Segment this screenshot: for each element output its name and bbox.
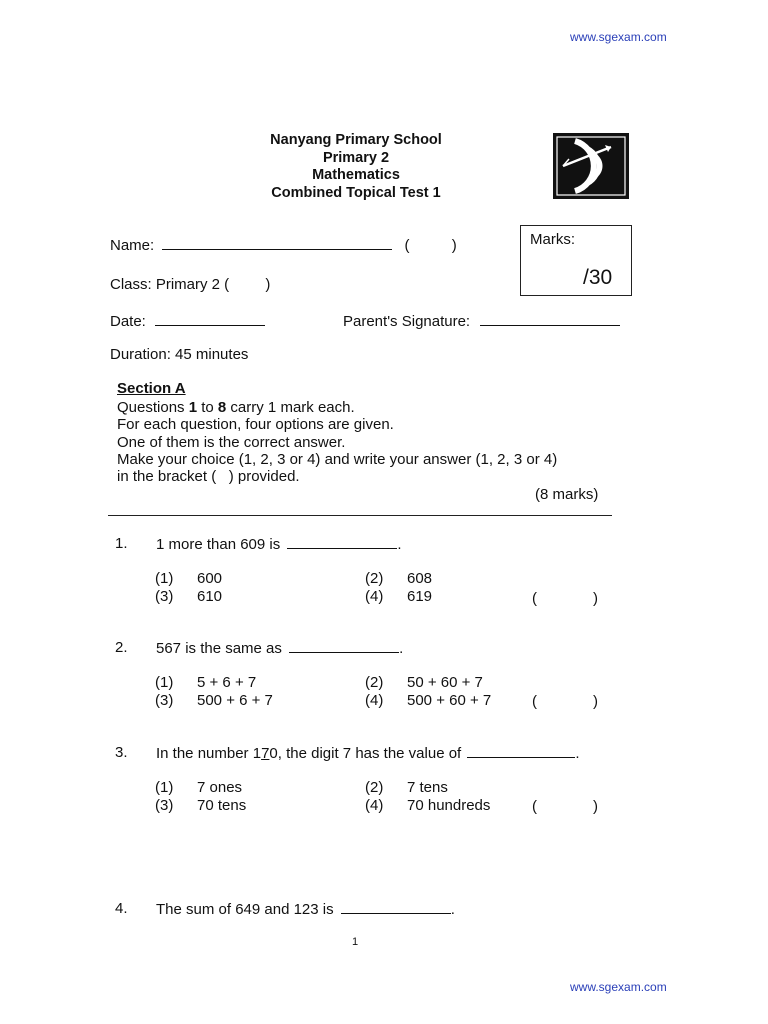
class-row [110, 276, 270, 294]
question-3-text: In the number 170, the digit 7 has the value of . [156, 745, 580, 762]
question-3-number: 3. [115, 744, 128, 761]
class-label: Class: Primary 2 ( [110, 276, 230, 293]
q1-option-3[interactable]: (3) 610 [155, 588, 223, 605]
subject-title: Mathematics [312, 167, 400, 183]
marks-label: Marks: [530, 231, 575, 248]
q1-option-1[interactable]: (1) 600 [155, 570, 223, 587]
q2-option-3[interactable]: (3) 500 + 6 + 7 [155, 692, 273, 709]
question-1-blank [287, 535, 397, 549]
q2-option-2[interactable]: (2) 50 + 60 + 7 [365, 674, 483, 691]
underlined-digit: 7 [261, 745, 270, 762]
q3-option-2[interactable]: (2) 7 tens [365, 779, 448, 796]
question-3-blank [467, 744, 575, 758]
signature-row [343, 312, 620, 331]
question-4-number: 4. [115, 900, 128, 917]
level-title: Primary 2 [322, 149, 390, 166]
date-blank[interactable] [155, 312, 265, 326]
instruction-line-2: For each question, four options are given. [117, 416, 394, 433]
index-paren-open: ( [404, 237, 410, 254]
question-2-text: 567 is the same as . [156, 640, 404, 657]
signature-blank[interactable] [480, 312, 620, 326]
question-4-blank [341, 900, 451, 914]
school-name: Nanyang Primary School [270, 132, 442, 148]
q2-option-1[interactable]: (1) 5 + 6 + 7 [155, 674, 257, 691]
class-paren-close: ) [265, 276, 271, 293]
q1-option-4[interactable]: (4) 619 [365, 588, 433, 605]
q3-option-4[interactable]: (4) 70 hundreds [365, 797, 491, 814]
q1-option-2[interactable]: (2) 608 [365, 570, 433, 587]
question-2-number: 2. [115, 639, 128, 656]
q3-option-3[interactable]: (3) 70 tens [155, 797, 247, 814]
school-logo [553, 133, 629, 199]
question-2-blank [289, 639, 399, 653]
marks-box [520, 225, 632, 296]
instruction-line-5: in the bracket ( ) provided. [117, 468, 300, 485]
q2-answer-bracket[interactable]: ( ) [532, 693, 598, 710]
section-heading: Section A [117, 380, 186, 397]
q1-answer-bracket[interactable]: ( ) [532, 590, 598, 607]
date-row [110, 312, 265, 331]
header-url: www.sgexam.com [570, 30, 667, 44]
question-1-number: 1. [115, 535, 128, 552]
instruction-line-4: Make your choice (1, 2, 3 or 4) and write your answer (1, 2, 3 or 4) [117, 451, 558, 468]
page-number: 1 [352, 936, 359, 948]
index-paren-close: ) [451, 237, 457, 254]
date-label: Date: [110, 313, 146, 330]
name-label: Name: [110, 237, 155, 254]
footer-url: www.sgexam.com [570, 980, 667, 994]
signature-label: Parent's Signature: [343, 313, 471, 330]
instruction-line-1: Questions 1 to 8 carry 1 mark each. [117, 399, 355, 416]
q2-option-4[interactable]: (4) 500 + 60 + 7 [365, 692, 492, 709]
q3-option-1[interactable]: (1) 7 ones [155, 779, 243, 796]
name-blank[interactable] [162, 236, 392, 250]
test-title: Combined Topical Test 1 [271, 184, 441, 201]
question-4-text: The sum of 649 and 123 is . [156, 901, 455, 918]
section-divider [108, 515, 612, 516]
question-1-text: 1 more than 609 is . [156, 536, 402, 553]
title-block [240, 132, 472, 202]
name-row [110, 236, 457, 255]
q3-answer-bracket[interactable]: ( ) [532, 798, 598, 815]
marks-total: /30 [583, 266, 613, 289]
duration-text: Duration: 45 minutes [110, 346, 249, 363]
section-marks: (8 marks) [535, 486, 599, 503]
instruction-line-3: One of them is the correct answer. [117, 434, 346, 451]
